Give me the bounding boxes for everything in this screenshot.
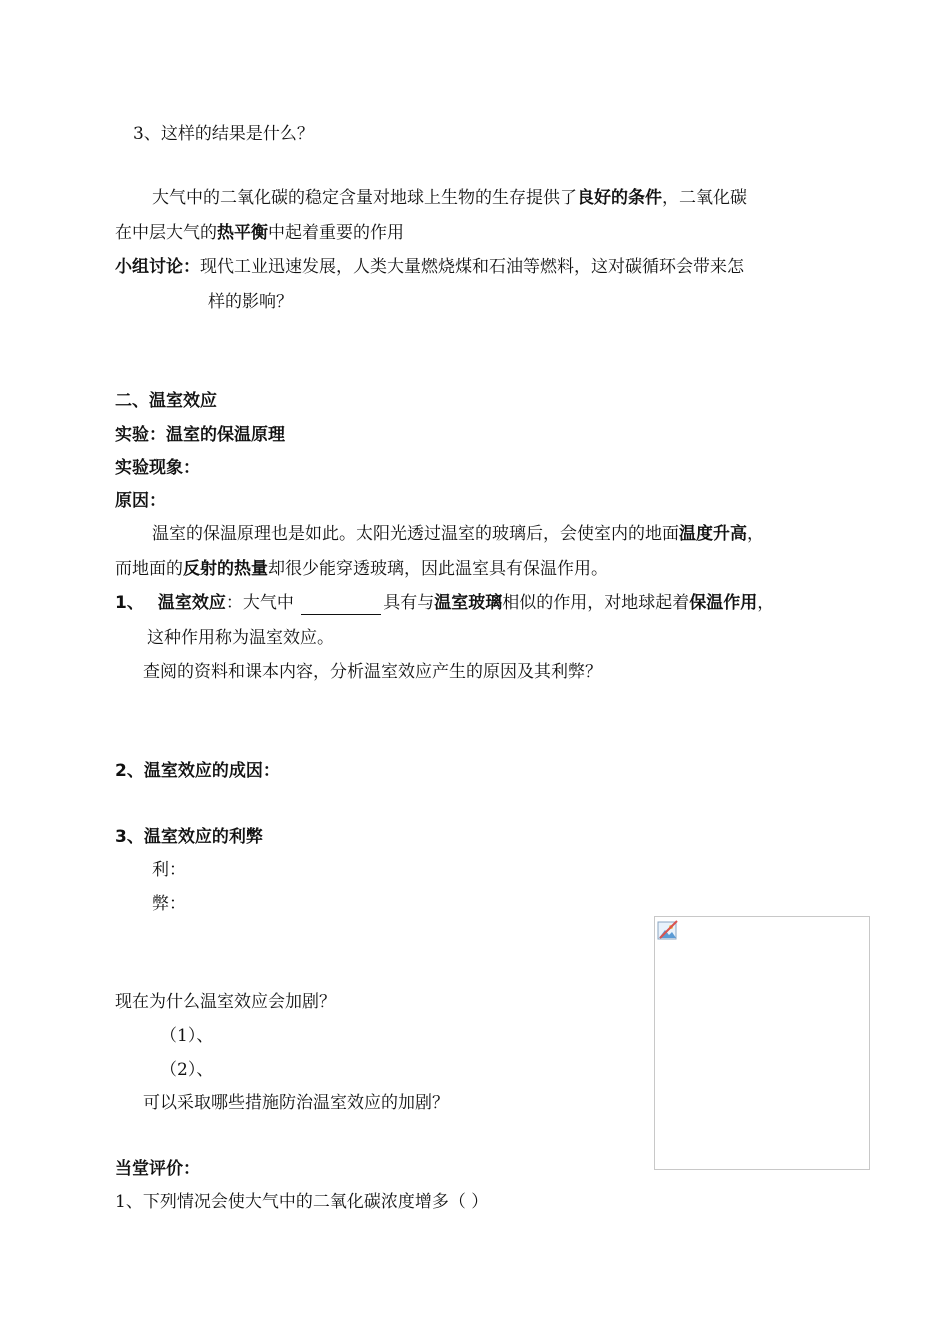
- reason-heading: 原因：: [115, 491, 166, 511]
- paragraph-2-line-1: 温室的保温原理也是如此。太阳光透过温室的玻璃后，会使室内的地面温度升高，: [152, 524, 764, 544]
- paragraph-2-line-2: 而地面的反射的热量却很少能穿透玻璃，因此温室具有保温作用。: [115, 559, 608, 579]
- group-discussion: 小组讨论：现代工业迅速发展，人类大量燃烧煤和石油等燃料，这对碳循环会带来怎: [115, 257, 744, 277]
- paragraph-1-line-2: 在中层大气的热平衡中起着重要的作用: [115, 223, 404, 243]
- item-1-line-2: 这种作用称为温室效应。: [147, 628, 334, 648]
- evaluation-question-1: 1、下列情况会使大气中的二氧化碳浓度增多（ ）: [115, 1192, 489, 1212]
- cause-heading: 2、温室效应的成因：: [115, 761, 280, 781]
- paragraph-1-line-1: 大气中的二氧化碳的稳定含量对地球上生物的生存提供了良好的条件，二氧化碳: [152, 188, 747, 208]
- section-2-heading: 二、温室效应: [115, 391, 217, 411]
- analysis-question: 查阅的资料和课本内容，分析温室效应产生的原因及其利弊？: [143, 662, 602, 682]
- fill-blank[interactable]: [301, 596, 381, 615]
- question-3: 3、这样的结果是什么？: [133, 124, 314, 144]
- measures-question: 可以采取哪些措施防治温室效应的加剧？: [143, 1093, 449, 1113]
- experiment-heading: 实验：温室的保温原理: [115, 425, 285, 445]
- reason-1: （1）、: [160, 1026, 214, 1046]
- pros-label: 利：: [152, 860, 186, 880]
- pros-cons-heading: 3、温室效应的利弊: [115, 827, 263, 847]
- item-1-line-1: 1、 温室效应：大气中 具有与温室玻璃相似的作用，对地球起着保温作用，: [115, 593, 775, 613]
- reason-2: （2）、: [160, 1060, 214, 1080]
- broken-image-icon: [657, 919, 679, 941]
- intensify-question: 现在为什么温室效应会加剧？: [115, 992, 336, 1012]
- cons-label: 弊：: [152, 894, 186, 914]
- group-discussion-cont: 样的影响？: [208, 292, 293, 312]
- missing-image-frame: [654, 916, 870, 1170]
- evaluation-heading: 当堂评价：: [115, 1159, 200, 1179]
- phenomenon-heading: 实验现象：: [115, 458, 200, 478]
